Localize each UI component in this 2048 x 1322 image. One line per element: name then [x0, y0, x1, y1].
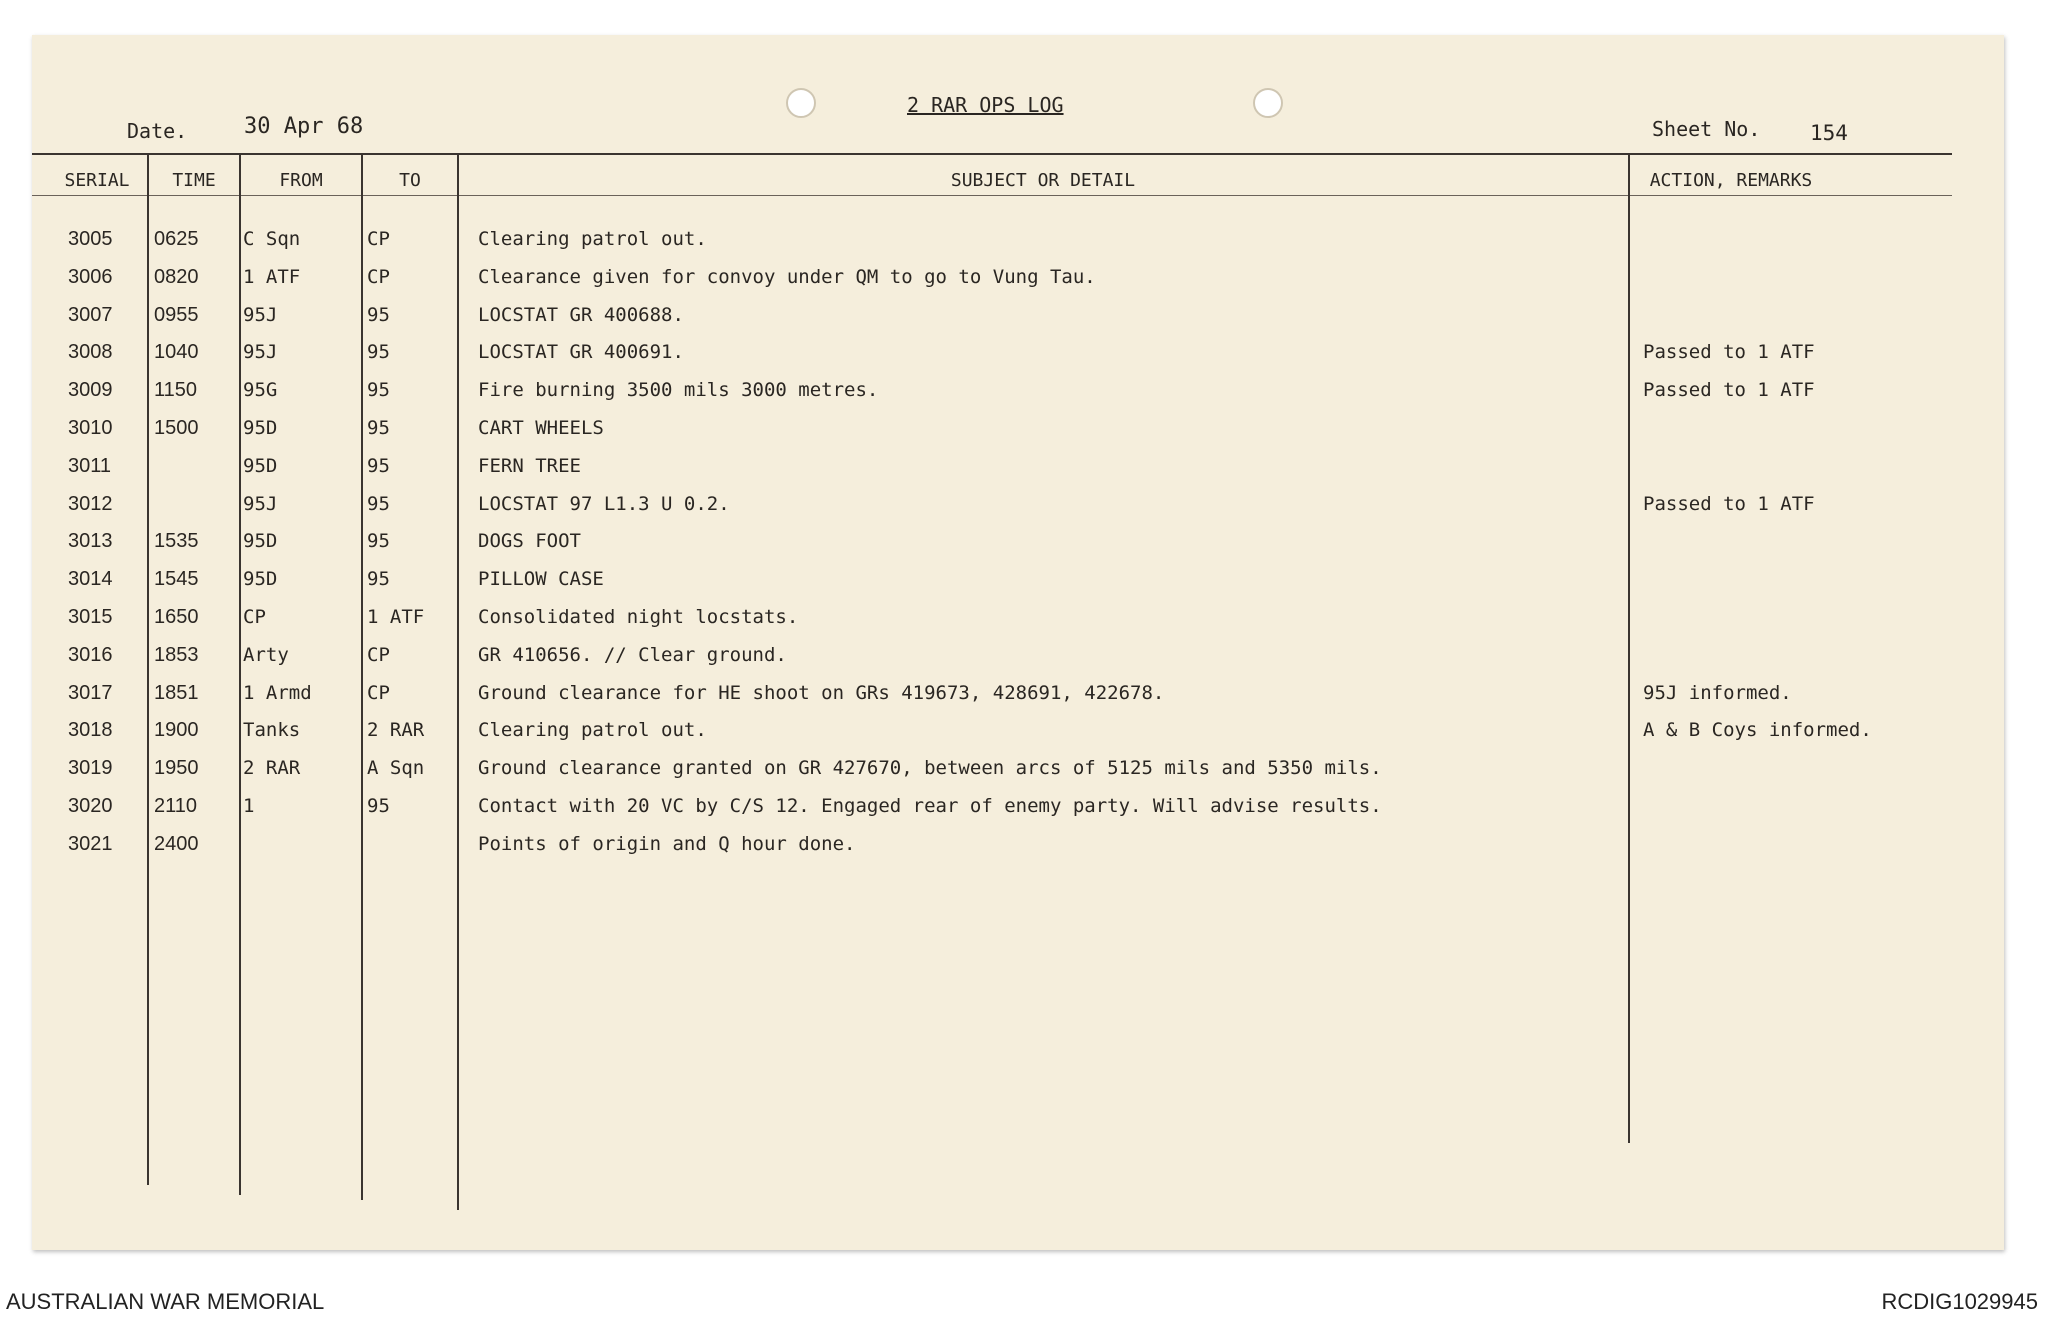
column-divider: [1628, 153, 1630, 1143]
row-time-cell: 2400: [154, 833, 199, 855]
row-from-cell: Arty: [243, 644, 289, 666]
row-time-cell: 0955: [154, 304, 199, 326]
row-time-cell: 2110: [154, 795, 198, 817]
row-serial-cell: 3020: [68, 795, 113, 817]
row-from-cell: 95D: [243, 417, 278, 439]
row-to-cell: 2 RAR: [367, 719, 425, 741]
row-from-cell: 95J: [243, 493, 278, 515]
row-subject-cell: LOCSTAT GR 400688.: [478, 304, 684, 326]
column-divider: [147, 155, 149, 1185]
row-time-cell: 1150: [154, 379, 198, 401]
row-subject-cell: Ground clearance granted on GR 427670, between arcs of 5125 mils and 5350 mils.: [478, 757, 1382, 779]
row-to-cell: 95: [367, 568, 390, 590]
row-serial-cell: 3011: [68, 455, 112, 477]
row-from-cell: 95G: [243, 379, 278, 401]
punch-hole-left-icon: [786, 88, 816, 118]
row-serial-cell: 3017: [68, 682, 113, 704]
row-to-cell: CP: [367, 682, 390, 704]
row-from-cell: 95D: [243, 568, 278, 590]
row-serial-cell: 3009: [68, 379, 113, 401]
row-serial-cell: 3013: [68, 530, 113, 552]
row-time-cell: 1040: [154, 341, 199, 363]
row-to-cell: CP: [367, 266, 390, 288]
row-time-cell: 1650: [154, 606, 199, 628]
sheet-number: 154: [1810, 121, 1848, 145]
row-subject-cell: PILLOW CASE: [478, 568, 604, 590]
row-subject-cell: DOGS FOOT: [478, 530, 581, 552]
row-from-cell: 2 RAR: [243, 757, 301, 779]
row-to-cell: 95: [367, 530, 390, 552]
row-subject-cell: GR 410656. // Clear ground.: [478, 644, 787, 666]
row-from-cell: Tanks: [243, 719, 301, 741]
row-from-cell: 95J: [243, 304, 278, 326]
date-label: Date.: [127, 119, 188, 143]
row-subject-cell: Points of origin and Q hour done.: [478, 833, 856, 855]
sheet-label: Sheet No.: [1652, 117, 1761, 141]
row-serial-cell: 3005: [68, 228, 113, 250]
row-from-cell: C Sqn: [243, 228, 301, 250]
log-title: 2 RAR OPS LOG: [907, 93, 1064, 117]
header-bottom-rule: [32, 195, 1952, 196]
row-to-cell: 95: [367, 379, 390, 401]
row-time-cell: 1900: [154, 719, 199, 741]
date-value: 30 Apr 68: [244, 114, 364, 139]
row-to-cell: CP: [367, 644, 390, 666]
column-divider: [457, 155, 459, 1210]
row-from-cell: CP: [243, 606, 266, 628]
row-subject-cell: CART WHEELS: [478, 417, 604, 439]
row-time-cell: 1500: [154, 417, 199, 439]
row-to-cell: CP: [367, 228, 390, 250]
log-sheet: [32, 35, 2004, 1250]
header-top-rule: [32, 153, 1952, 155]
row-serial-cell: 3010: [68, 417, 113, 439]
row-serial-cell: 3019: [68, 757, 113, 779]
column-header-serial: SERIAL: [64, 170, 130, 191]
column-header-from: FROM: [279, 170, 323, 191]
column-divider: [361, 155, 363, 1200]
row-serial-cell: 3015: [68, 606, 113, 628]
row-to-cell: 95: [367, 341, 390, 363]
row-subject-cell: Clearance given for convoy under QM to go to Vung Tau.: [478, 266, 1096, 288]
row-time-cell: 1853: [154, 644, 199, 666]
row-serial-cell: 3021: [68, 833, 113, 855]
row-subject-cell: Ground clearance for HE shoot on GRs 419673, 428691, 422678.: [478, 682, 1165, 704]
row-subject-cell: FERN TREE: [478, 455, 581, 477]
row-from-cell: 95D: [243, 455, 278, 477]
row-serial-cell: 3007: [68, 304, 113, 326]
column-header-time: TIME: [172, 170, 216, 191]
punch-hole-right-icon: [1253, 88, 1283, 118]
row-to-cell: 95: [367, 795, 390, 817]
row-subject-cell: Clearing patrol out.: [478, 228, 707, 250]
archive-reference: RCDIG1029945: [1881, 1289, 2038, 1314]
row-subject-cell: Contact with 20 VC by C/S 12. Engaged rear of enemy party. Will advise results.: [478, 795, 1382, 817]
row-subject-cell: Clearing patrol out.: [478, 719, 707, 741]
row-time-cell: 1851: [154, 682, 199, 704]
row-time-cell: 1535: [154, 530, 199, 552]
column-divider: [239, 155, 241, 1195]
row-to-cell: 95: [367, 455, 390, 477]
row-time-cell: 1545: [154, 568, 199, 590]
row-to-cell: 95: [367, 417, 390, 439]
archive-credit: AUSTRALIAN WAR MEMORIAL: [6, 1289, 325, 1314]
row-time-cell: 0625: [154, 228, 199, 250]
column-header-action: ACTION, REMARKS: [1649, 170, 1813, 191]
row-to-cell: 95: [367, 493, 390, 515]
row-action-cell: Passed to 1 ATF: [1643, 379, 1815, 401]
row-from-cell: 95J: [243, 341, 278, 363]
row-subject-cell: LOCSTAT 97 L1.3 U 0.2.: [478, 493, 730, 515]
row-serial-cell: 3018: [68, 719, 113, 741]
row-action-cell: Passed to 1 ATF: [1643, 493, 1815, 515]
row-from-cell: 1 Armd: [243, 682, 312, 704]
row-action-cell: A & B Coys informed.: [1643, 719, 1872, 741]
row-serial-cell: 3016: [68, 644, 113, 666]
row-subject-cell: LOCSTAT GR 400691.: [478, 341, 684, 363]
column-header-to: TO: [399, 170, 421, 191]
row-serial-cell: 3012: [68, 493, 113, 515]
row-from-cell: 1 ATF: [243, 266, 301, 288]
row-action-cell: Passed to 1 ATF: [1643, 341, 1815, 363]
row-to-cell: 95: [367, 304, 390, 326]
row-time-cell: 0820: [154, 266, 199, 288]
row-to-cell: A Sqn: [367, 757, 425, 779]
row-serial-cell: 3006: [68, 266, 113, 288]
row-time-cell: 1950: [154, 757, 199, 779]
row-from-cell: 95D: [243, 530, 278, 552]
row-from-cell: 1: [243, 795, 255, 817]
row-subject-cell: Consolidated night locstats.: [478, 606, 799, 628]
row-serial-cell: 3008: [68, 341, 113, 363]
row-serial-cell: 3014: [68, 568, 113, 590]
row-action-cell: 95J informed.: [1643, 682, 1792, 704]
row-subject-cell: Fire burning 3500 mils 3000 metres.: [478, 379, 879, 401]
column-header-subject: SUBJECT OR DETAIL: [950, 170, 1136, 191]
row-to-cell: 1 ATF: [367, 606, 425, 628]
